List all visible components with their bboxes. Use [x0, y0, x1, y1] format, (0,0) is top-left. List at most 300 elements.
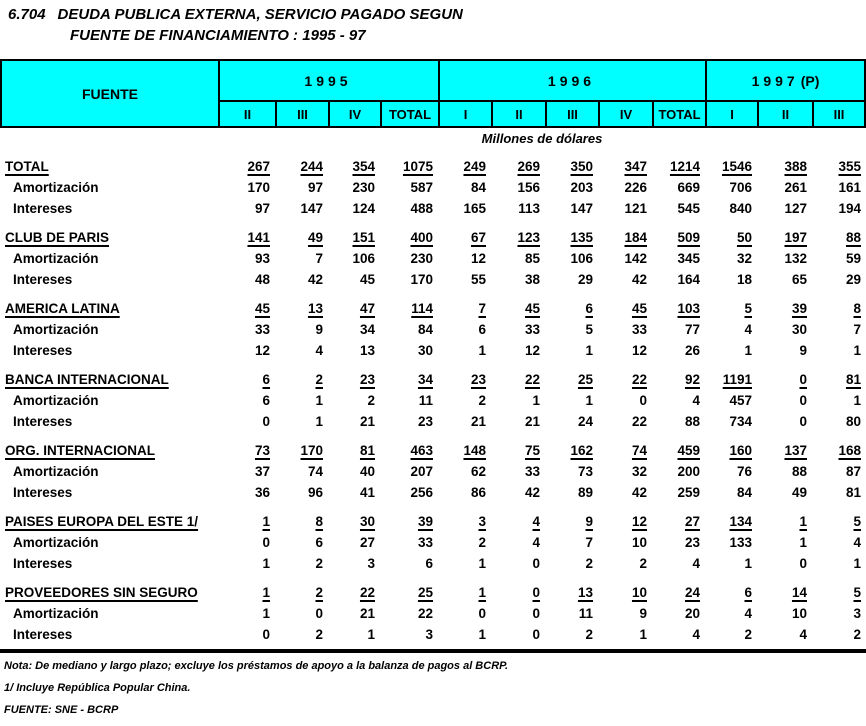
value-cell: 134: [729, 514, 752, 529]
value-cell: 85: [524, 251, 540, 266]
value-cell: 25: [577, 372, 593, 387]
value-cell: 203: [570, 180, 593, 195]
value-cell: 164: [677, 272, 700, 287]
value-cell: 2: [315, 372, 323, 387]
detail-row: [0, 532, 866, 553]
table-section: [0, 156, 866, 219]
value-cell: 4: [315, 343, 323, 358]
units-label: Millones de dólares: [481, 131, 603, 146]
value-cell: 74: [631, 443, 647, 458]
year-label-1996: 1996: [547, 72, 596, 89]
value-cell: 12: [254, 343, 270, 358]
value-cell: 1: [478, 585, 486, 600]
row-label: Amortización: [13, 322, 99, 337]
value-cell: 6: [315, 535, 323, 550]
section-total-row: [0, 440, 866, 461]
value-cell: 1: [262, 556, 270, 571]
value-cell: 147: [570, 201, 593, 216]
value-cell: 6: [744, 585, 752, 600]
value-cell: 8: [315, 514, 323, 529]
value-cell: 22: [631, 372, 647, 387]
value-cell: 23: [417, 414, 433, 429]
value-cell: 24: [577, 414, 593, 429]
value-cell: 457: [729, 393, 752, 408]
value-cell: 25: [417, 585, 433, 600]
value-cell: 21: [359, 414, 375, 429]
value-cell: 7: [853, 322, 861, 337]
value-cell: 32: [736, 251, 752, 266]
value-cell: 1: [744, 343, 752, 358]
table-number: 6.704: [8, 6, 46, 23]
title-line-1: [8, 4, 463, 25]
value-cell: 23: [684, 535, 700, 550]
detail-row: [0, 269, 866, 290]
value-cell: 2: [478, 393, 486, 408]
row-label: AMERICA LATINA: [5, 301, 120, 316]
table-section: [0, 511, 866, 574]
value-cell: 1075: [402, 159, 433, 174]
value-cell: 6: [585, 301, 593, 316]
value-cell: 0: [262, 627, 270, 642]
value-cell: 86: [470, 485, 486, 500]
value-cell: 103: [677, 301, 700, 316]
value-cell: 1: [799, 514, 807, 529]
value-cell: 734: [729, 414, 752, 429]
value-cell: 347: [624, 159, 647, 174]
value-cell: 34: [417, 372, 433, 387]
value-cell: 2: [585, 556, 593, 571]
column-header-1996-ii: II: [491, 102, 545, 126]
value-cell: 48: [254, 272, 270, 287]
value-cell: 488: [410, 201, 433, 216]
value-cell: 350: [570, 159, 593, 174]
value-cell: 24: [684, 585, 700, 600]
value-cell: 23: [470, 372, 486, 387]
detail-row: [0, 390, 866, 411]
value-cell: 20: [684, 606, 700, 621]
value-cell: 11: [418, 393, 433, 408]
value-cell: 230: [352, 180, 375, 195]
year-label-1995: 1995: [304, 72, 352, 89]
row-label: BANCA INTERNACIONAL: [5, 372, 169, 387]
value-cell: 88: [684, 414, 700, 429]
value-cell: 2: [315, 585, 323, 600]
value-cell: 7: [315, 251, 323, 266]
column-group-1995: [218, 61, 438, 102]
value-cell: 354: [352, 159, 375, 174]
value-cell: 1: [262, 514, 270, 529]
value-cell: 13: [307, 301, 323, 316]
value-cell: 42: [307, 272, 323, 287]
value-cell: 42: [631, 485, 647, 500]
value-cell: 0: [262, 535, 270, 550]
section-total-row: [0, 511, 866, 532]
value-cell: 1: [262, 585, 270, 600]
value-cell: 47: [359, 301, 375, 316]
value-cell: 12: [631, 514, 647, 529]
year-label-1997: 1997: [751, 72, 799, 89]
value-cell: 29: [845, 272, 861, 287]
value-cell: 45: [254, 301, 270, 316]
value-cell: 45: [524, 301, 540, 316]
value-cell: 267: [247, 159, 270, 174]
value-cell: 4: [744, 322, 752, 337]
value-cell: 249: [463, 159, 486, 174]
value-cell: 13: [577, 585, 593, 600]
table-body: [0, 156, 866, 653]
value-cell: 1: [478, 556, 486, 571]
column-header-1997-ii: II: [757, 102, 812, 126]
value-cell: 5: [853, 514, 861, 529]
value-cell: 197: [784, 230, 807, 245]
value-cell: 33: [524, 464, 540, 479]
column-group-1996: [438, 61, 705, 102]
section-total-row: [0, 369, 866, 390]
value-cell: 170: [247, 180, 270, 195]
value-cell: 4: [692, 627, 700, 642]
value-cell: 133: [729, 535, 752, 550]
value-cell: 3: [425, 627, 433, 642]
value-cell: 30: [791, 322, 807, 337]
value-cell: 200: [677, 464, 700, 479]
value-cell: 0: [532, 627, 540, 642]
value-cell: 114: [411, 301, 433, 316]
value-cell: 65: [791, 272, 807, 287]
column-header-1997-iii: III: [812, 102, 864, 126]
value-cell: 355: [838, 159, 861, 174]
value-cell: 1: [799, 535, 807, 550]
value-cell: 2: [585, 627, 593, 642]
value-cell: 22: [417, 606, 433, 621]
detail-row: [0, 482, 866, 503]
value-cell: 1191: [722, 372, 752, 387]
value-cell: 81: [845, 485, 861, 500]
detail-row: [0, 603, 866, 624]
value-cell: 0: [799, 372, 807, 387]
value-cell: 137: [784, 443, 807, 458]
column-header-fuente: FUENTE: [82, 85, 138, 102]
value-cell: 2: [744, 627, 752, 642]
section-total-row: [0, 156, 866, 177]
value-cell: 9: [585, 514, 593, 529]
value-cell: 39: [417, 514, 433, 529]
value-cell: 165: [463, 201, 486, 216]
value-cell: 40: [359, 464, 375, 479]
table-section: [0, 440, 866, 503]
year-suffix-1997: (P): [800, 72, 820, 89]
detail-row: [0, 461, 866, 482]
column-header-1996-iii: III: [545, 102, 598, 126]
column-header-1996-total: TOTAL: [652, 102, 705, 126]
value-cell: 1: [853, 393, 861, 408]
value-cell: 22: [524, 372, 540, 387]
value-cell: 84: [736, 485, 752, 500]
row-label: Intereses: [13, 485, 73, 500]
value-cell: 88: [791, 464, 807, 479]
value-cell: 113: [518, 201, 540, 216]
value-cell: 4: [799, 627, 807, 642]
value-cell: 230: [410, 251, 433, 266]
value-cell: 41: [359, 485, 375, 500]
value-cell: 459: [677, 443, 700, 458]
value-cell: 29: [577, 272, 593, 287]
value-cell: 93: [254, 251, 270, 266]
value-cell: 4: [532, 514, 540, 529]
value-cell: 34: [359, 322, 375, 337]
column-header-1995-ii: II: [218, 102, 275, 126]
value-cell: 1: [315, 393, 323, 408]
table-section: [0, 369, 866, 432]
value-cell: 42: [524, 485, 540, 500]
value-cell: 87: [845, 464, 861, 479]
value-cell: 162: [570, 443, 593, 458]
value-cell: 33: [524, 322, 540, 337]
value-cell: 1: [853, 343, 861, 358]
value-cell: 49: [307, 230, 323, 245]
value-cell: 2: [853, 627, 861, 642]
note-footnote-1: 1/ Incluye República Popular China.: [4, 682, 191, 694]
value-cell: 6: [425, 556, 433, 571]
value-cell: 18: [736, 272, 752, 287]
value-cell: 0: [532, 556, 540, 571]
value-cell: 0: [532, 585, 540, 600]
value-cell: 123: [517, 230, 540, 245]
column-header-1995-iv: IV: [328, 102, 380, 126]
value-cell: 0: [799, 393, 807, 408]
section-total-row: [0, 582, 866, 603]
value-cell: 106: [352, 251, 375, 266]
column-header-1997-i: I: [705, 102, 757, 126]
row-label: Intereses: [13, 556, 73, 571]
value-cell: 12: [524, 343, 540, 358]
row-label: Intereses: [13, 201, 73, 216]
title-text-2: FUENTE DE FINANCIAMIENTO : 1995 - 97: [70, 27, 366, 44]
value-cell: 3: [478, 514, 486, 529]
value-cell: 55: [470, 272, 486, 287]
value-cell: 37: [254, 464, 270, 479]
value-cell: 1: [478, 343, 486, 358]
value-cell: 4: [532, 535, 540, 550]
value-cell: 161: [838, 180, 861, 195]
value-cell: 22: [631, 414, 647, 429]
value-cell: 5: [744, 301, 752, 316]
table-section: [0, 227, 866, 290]
value-cell: 226: [624, 180, 647, 195]
value-cell: 38: [524, 272, 540, 287]
value-cell: 400: [410, 230, 433, 245]
value-cell: 0: [532, 606, 540, 621]
value-cell: 168: [838, 443, 861, 458]
value-cell: 6: [262, 372, 270, 387]
value-cell: 4: [853, 535, 861, 550]
value-cell: 59: [845, 251, 861, 266]
row-label: Amortización: [13, 535, 99, 550]
column-header-1996-iv: IV: [598, 102, 652, 126]
value-cell: 1: [315, 414, 323, 429]
value-cell: 33: [417, 535, 433, 550]
value-cell: 11: [578, 606, 593, 621]
value-cell: 14: [791, 585, 807, 600]
value-cell: 8: [853, 301, 861, 316]
value-cell: 39: [791, 301, 807, 316]
value-cell: 50: [736, 230, 752, 245]
value-cell: 76: [736, 464, 752, 479]
value-cell: 1: [262, 606, 270, 621]
detail-row: [0, 177, 866, 198]
section-total-row: [0, 298, 866, 319]
row-label: Amortización: [13, 180, 99, 195]
value-cell: 30: [417, 343, 433, 358]
row-label: PAISES EUROPA DEL ESTE 1/: [5, 514, 199, 529]
value-cell: 21: [470, 414, 486, 429]
value-cell: 77: [684, 322, 700, 337]
value-cell: 4: [692, 556, 700, 571]
value-cell: 4: [744, 606, 752, 621]
column-group-1997: [705, 61, 864, 102]
value-cell: 5: [853, 585, 861, 600]
row-label: Amortización: [13, 393, 99, 408]
row-label: Intereses: [13, 343, 73, 358]
row-label: Intereses: [13, 627, 73, 642]
value-cell: 32: [631, 464, 647, 479]
notes-block: [0, 649, 866, 726]
value-cell: 132: [784, 251, 807, 266]
value-cell: 10: [631, 535, 647, 550]
detail-row: [0, 553, 866, 574]
value-cell: 1: [585, 343, 593, 358]
value-cell: 75: [524, 443, 540, 458]
value-cell: 244: [300, 159, 323, 174]
value-cell: 12: [631, 343, 647, 358]
value-cell: 1: [585, 393, 593, 408]
value-cell: 840: [729, 201, 752, 216]
value-cell: 80: [845, 414, 861, 429]
value-cell: 2: [315, 627, 323, 642]
value-cell: 96: [307, 485, 323, 500]
row-label: Amortización: [13, 464, 99, 479]
detail-row: [0, 248, 866, 269]
table-section: [0, 582, 866, 645]
row-label: TOTAL: [5, 159, 49, 174]
value-cell: 73: [254, 443, 270, 458]
value-cell: 42: [631, 272, 647, 287]
detail-row: [0, 340, 866, 361]
value-cell: 669: [677, 180, 700, 195]
value-cell: 207: [410, 464, 433, 479]
value-cell: 124: [352, 201, 375, 216]
value-cell: 1: [853, 556, 861, 571]
value-cell: 6: [262, 393, 270, 408]
value-cell: 0: [315, 606, 323, 621]
value-cell: 4: [692, 393, 700, 408]
value-cell: 27: [684, 514, 700, 529]
row-label: Amortización: [13, 606, 99, 621]
value-cell: 36: [254, 485, 270, 500]
value-cell: 23: [359, 372, 375, 387]
value-cell: 141: [247, 230, 270, 245]
value-cell: 2: [639, 556, 647, 571]
table-section: [0, 298, 866, 361]
value-cell: 97: [254, 201, 270, 216]
value-cell: 92: [684, 372, 700, 387]
value-cell: 1: [532, 393, 540, 408]
note-source: FUENTE: SNE - BCRP: [4, 704, 119, 716]
value-cell: 45: [359, 272, 375, 287]
value-cell: 6: [478, 322, 486, 337]
value-cell: 9: [315, 322, 323, 337]
value-cell: 73: [577, 464, 593, 479]
column-header-1995-total: TOTAL: [380, 102, 438, 126]
value-cell: 127: [784, 201, 807, 216]
value-cell: 7: [585, 535, 593, 550]
value-cell: 1: [744, 556, 752, 571]
row-label: Intereses: [13, 272, 73, 287]
value-cell: 160: [729, 443, 752, 458]
value-cell: 1214: [669, 159, 700, 174]
value-cell: 0: [262, 414, 270, 429]
detail-row: [0, 198, 866, 219]
detail-row: [0, 411, 866, 432]
value-cell: 170: [300, 443, 323, 458]
row-label: ORG. INTERNACIONAL: [5, 443, 155, 458]
value-cell: 0: [639, 393, 647, 408]
value-cell: 1: [367, 627, 375, 642]
value-cell: 147: [300, 201, 323, 216]
value-cell: 27: [359, 535, 375, 550]
section-total-row: [0, 227, 866, 248]
value-cell: 142: [624, 251, 647, 266]
value-cell: 81: [359, 443, 375, 458]
value-cell: 261: [784, 180, 807, 195]
value-cell: 13: [359, 343, 375, 358]
value-cell: 587: [410, 180, 433, 195]
value-cell: 81: [845, 372, 861, 387]
value-cell: 345: [677, 251, 700, 266]
value-cell: 545: [677, 201, 700, 216]
value-cell: 45: [631, 301, 647, 316]
title-text-1: DEUDA PUBLICA EXTERNA, SERVICIO PAGADO SEGUN: [57, 6, 463, 23]
value-cell: 10: [631, 585, 647, 600]
value-cell: 97: [307, 180, 323, 195]
value-cell: 2: [478, 535, 486, 550]
value-cell: 10: [791, 606, 807, 621]
value-cell: 1: [478, 627, 486, 642]
value-cell: 256: [410, 485, 433, 500]
row-label: CLUB DE PARIS: [5, 230, 110, 245]
row-label: Amortización: [13, 251, 99, 266]
detail-row: [0, 319, 866, 340]
value-cell: 184: [624, 230, 647, 245]
value-cell: 89: [577, 485, 593, 500]
value-cell: 9: [639, 606, 647, 621]
value-cell: 30: [359, 514, 375, 529]
value-cell: 21: [359, 606, 375, 621]
value-cell: 0: [799, 414, 807, 429]
value-cell: 62: [470, 464, 486, 479]
value-cell: 148: [463, 443, 486, 458]
row-label: Intereses: [13, 414, 73, 429]
value-cell: 7: [478, 301, 486, 316]
value-cell: 12: [470, 251, 486, 266]
value-cell: 22: [359, 585, 375, 600]
value-cell: 33: [631, 322, 647, 337]
value-cell: 706: [729, 180, 752, 195]
value-cell: 88: [845, 230, 861, 245]
value-cell: 463: [410, 443, 433, 458]
value-cell: 0: [799, 556, 807, 571]
value-cell: 509: [677, 230, 700, 245]
value-cell: 2: [367, 393, 375, 408]
